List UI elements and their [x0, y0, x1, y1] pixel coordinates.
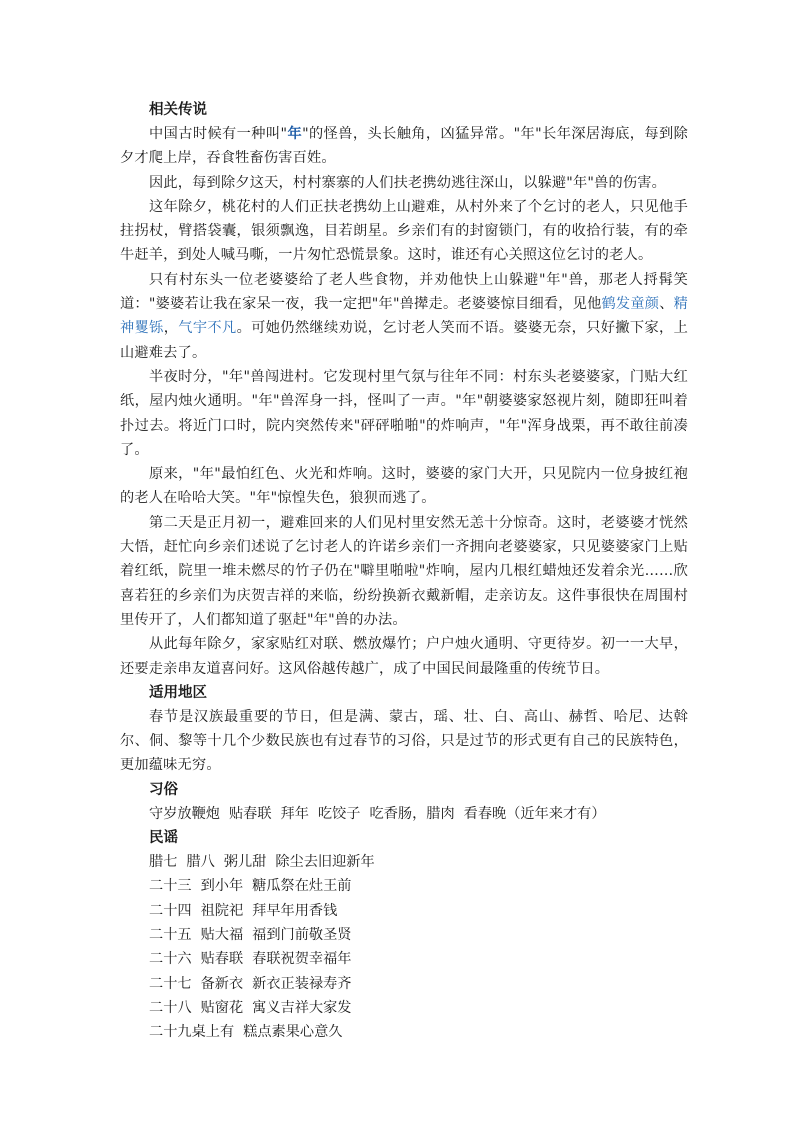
link-hefa-tongyan[interactable]: 鹤发童颜: [601, 296, 660, 313]
ballad-line: 腊七 腊八 粥儿甜 除尘去旧迎新年: [149, 854, 375, 871]
legend-p1-text-b: "的怪兽，头长触角，凶猛异常。"年"长年深居海底，每到除夕才爬上岸，吞食牲畜伤害百姓。: [120, 126, 688, 167]
legend-paragraph-3: 这年除夕，桃花村的人们正扶老携幼上山避难，从村外来了个乞讨的老人，只见他手拄拐杖，臂搭袋囊，银须飘逸，目若朗星。乡亲们有的封窗锁门，有的收拾行装，有的牵牛赶羊，到处人喊马嘶，一片匆忙恐慌景象。这时，谁还有心关照这位乞讨的老人。: [120, 198, 688, 264]
document-page: [120, 98, 688, 1044]
section-heading-legend: 相关传说: [149, 102, 207, 118]
ballad-line: 二十七 备新衣 新衣正装禄寿齐: [149, 975, 352, 992]
legend-paragraph-2: 因此，每到除夕这天，村村寨寨的人们扶老携幼逃往深山，以躲避"年"兽的伤害。: [149, 174, 667, 191]
custom-line: 守岁放鞭炮 贴春联 拜年 吃饺子 吃香肠，腊肉 看春晚（近年来才有）: [149, 805, 606, 822]
legend-paragraph-7: 第二天是正月初一，避难回来的人们见村里安然无恙十分惊奇。这时，老婆婆才恍然大悟，赶忙向乡亲们述说了乞讨老人的许诺乡亲们一齐拥向老婆婆家，只见婆婆家门上贴着红纸，院里一堆未燃尽的竹子仍在"噼里啪啦"炸响，屋内几根红蜡烛还发着余光……欣喜若狂的乡亲们为庆贺吉祥的来临，纷纷换新衣戴新帽，走亲访友。这件事很快在周围村里传开了，人们都知道了驱赶"年"兽的办法。: [120, 514, 688, 628]
legend-paragraph-5: 半夜时分，"年"兽闯进村。它发现村里气氛与往年不同：村东头老婆婆家，门贴大红纸，屋内烛火通明。"年"兽浑身一抖，怪叫了一声。"年"朝婆婆家怒视片刻，随即狂叫着扑过去。将近门口时，院内突然传来"砰砰啪啪"的炸响声，"年"浑身战栗，再不敢往前凑了。: [120, 368, 688, 458]
legend-p4-text-b: 。可她仍然继续劝说，乞讨老人笑而不语。婆婆无奈，只好撇下家，上山避难去了。: [120, 320, 689, 361]
link-jingshen-jueshuo[interactable]: 精神矍铄: [120, 296, 688, 337]
legend-paragraph-8: 从此每年除夕，家家贴红对联、燃放爆竹；户户烛火通明、守更待岁。初一一大早，还要走亲串友道喜问好。这风俗越传越广，成了中国民间最隆重的传统节日。: [120, 636, 688, 677]
ballad-line: 二十四 祖院祀 拜早年用香钱: [149, 902, 338, 919]
legend-paragraph-1: [120, 122, 688, 171]
link-qiyu-bufan[interactable]: 气宇不凡: [178, 320, 237, 337]
section-heading-region: 适用地区: [149, 684, 207, 701]
ballad-line: 二十九桌上有 糕点素果心意久: [149, 1024, 343, 1041]
ballad-line: 二十五 贴大福 福到门前敬圣贤: [149, 926, 352, 943]
legend-p4-sep-1: 、: [659, 296, 674, 313]
ballad-line: 二十三 到小年 糖瓜祭在灶王前: [149, 878, 352, 895]
legend-p4-sep-2: ，: [163, 320, 179, 337]
ballad-line: 二十六 贴春联 春联祝贺幸福年: [149, 951, 352, 968]
section-heading-custom: 习俗: [149, 781, 178, 798]
legend-paragraph-4: [120, 268, 688, 365]
legend-p4-text-a: 只有村东头一位老婆婆给了老人些食物，并劝他快上山躲避"年"兽，那老人捋髯笑道："婆婆若让我在家呆一夜，我一定把"年"兽撵走。老婆婆惊目细看，见他: [120, 271, 688, 313]
legend-p1-text-a: 中国古时候有一种叫": [149, 126, 288, 142]
ballad-line: 二十八 贴窗花 寓义吉祥大家发: [149, 999, 352, 1016]
ballad-list: [120, 850, 688, 1044]
section-heading-ballad: 民谣: [149, 830, 178, 847]
keyword-nian: 年: [287, 126, 303, 142]
legend-paragraph-6: 原来，"年"最怕红色、火光和炸响。这时，婆婆的家门大开，只见院内一位身披红袍的老人在哈哈大笑。"年"惊惶失色，狼狈而逃了。: [120, 466, 688, 507]
region-paragraph: 春节是汉族最重要的节日，但是满、蒙古，瑶、壮、白、高山、赫哲、哈尼、达斡尔、侗、黎等十几个少数民族也有过春节的习俗，只是过节的形式更有自己的民族特色，更加蕴味无穷。: [120, 708, 688, 774]
